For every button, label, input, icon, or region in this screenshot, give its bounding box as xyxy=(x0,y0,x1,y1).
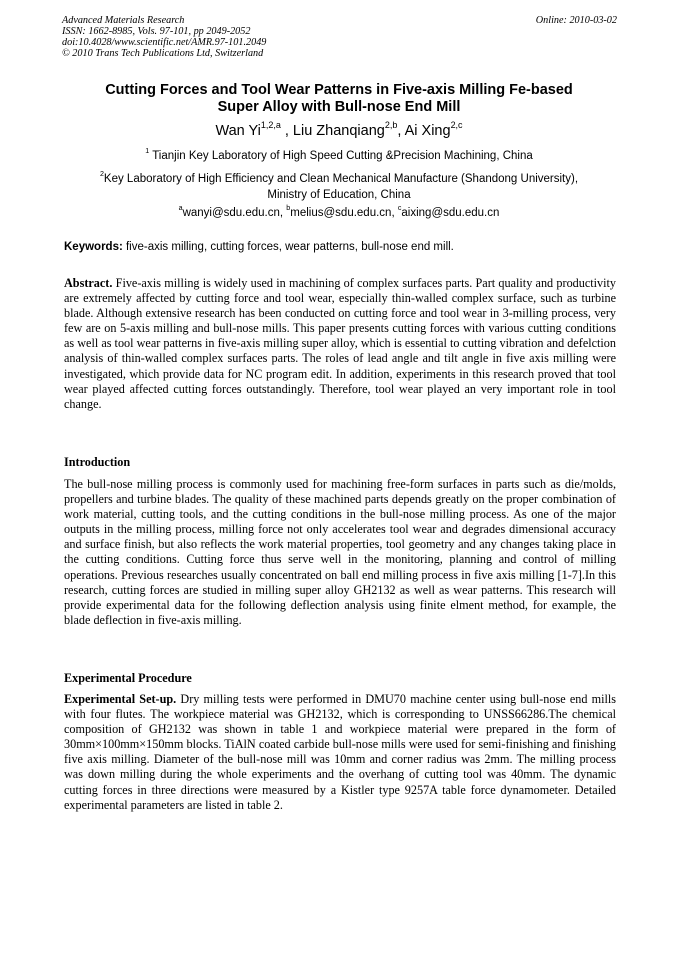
email-separator: , xyxy=(279,207,287,219)
online-date: Online: 2010-03-02 xyxy=(535,15,617,26)
abstract xyxy=(64,276,616,412)
email-address[interactable]: wanyi@sdu.edu.cn xyxy=(182,207,280,219)
copyright-line: © 2010 Trans Tech Publications Ltd, Switzerland xyxy=(62,48,264,59)
keywords-label: Keywords: xyxy=(64,241,123,253)
author-name: Ai Xing xyxy=(404,123,451,139)
paper-title xyxy=(64,82,614,116)
journal-name: Advanced Materials Research xyxy=(62,15,185,26)
subsection-label: Experimental Set-up. xyxy=(64,692,177,706)
author-name: Liu Zhanqiang xyxy=(292,123,385,139)
author-separator: , xyxy=(397,123,405,139)
email-sup: b xyxy=(286,204,291,213)
affiliation-text: Tianjin Key Laboratory of High Speed Cutting &Precision Machining, China xyxy=(149,150,533,162)
section-heading-introduction: Introduction xyxy=(64,455,131,469)
abstract-text: Five-axis milling is widely used in machining of complex surfaces parts. Part quality and productivity are extremely affected by cutting force and tool wear, especially thin-walled complex surface, such as turbine blade. Although extensive research has been conducted on cutting force and tool wear in 3-milling process, very few are on 5-axis milling and bull-nose mills. This paper presents cutting forces with various cutting conditions as well as tool wear patterns in five-axis milling super alloy, which is essential to cutting vibration and defelction analysis of thin-walled complex surfaces parts. The roles of lead angle and tilt angle in five axis milling were investigated, which provide data for NC program edit. In addition, experiments in this research proved that tool wear played affected cutting forces outstandingly. Therefore, tool wear played an very important role in tool change. xyxy=(64,276,616,411)
affiliation-text: Key Laboratory of High Efficiency and Clean Mechanical Manufacture (Shandong University), xyxy=(103,173,579,185)
email-sup: c xyxy=(397,204,402,213)
experimental-setup-text: Dry milling tests were performed in DMU70 machine center using bull-nose end mills with four flutes. The workpiece material was GH2132, which is corresponding to UNSS66286.The chemical composition of GH2132 was shown in table 1 and workpiece material were prepared in the form of 30mm×100mm×150mm blocks. TiAlN coated carbide bull-nose mills were used for semi-finishing and finishing five axis milling. Diameter of the bull-nose mill was 10mm and corner radius was 2mm. The milling process was down milling during the whole experiments and the overhang of cutting tool was 40mm. The dynamic cutting forces in three directions were measured by a Kistler type 9257A table force dynamometer. Detailed experimental parameters are listed in table 2. xyxy=(64,692,616,812)
author-name: Wan Yi xyxy=(215,123,261,139)
title-line-1: Cutting Forces and Tool Wear Patterns in Five-axis Milling Fe-based xyxy=(105,82,573,98)
author-affil-sup: 2,c xyxy=(450,120,463,131)
affiliation-1 xyxy=(64,148,614,164)
email-separator: , xyxy=(391,207,398,219)
section-heading-experimental: Experimental Procedure xyxy=(64,671,192,685)
email-address[interactable]: aixing@sdu.edu.cn xyxy=(401,207,500,219)
keywords xyxy=(64,240,616,255)
email-list xyxy=(64,205,614,221)
affiliation-sup: 2 xyxy=(99,170,104,179)
author-list xyxy=(64,122,614,140)
keywords-text: five-axis milling, cutting forces, wear patterns, bull-nose end mill. xyxy=(122,241,454,253)
issn-line: ISSN: 1662-8985, Vols. 97-101, pp 2049-2052 xyxy=(62,26,251,37)
author-affil-sup: 1,2,a xyxy=(260,120,281,131)
affiliation-sup: 1 xyxy=(145,147,150,156)
title-line-2: Super Alloy with Bull-nose End Mill xyxy=(217,99,461,115)
journal-header xyxy=(62,15,617,59)
affiliation-text-line-2: Ministry of Education, China xyxy=(267,189,411,201)
author-separator: , xyxy=(280,123,293,139)
author-affil-sup: 2,b xyxy=(384,120,398,131)
introduction-text: The bull-nose milling process is commonly used for machining free-form surfaces in parts such as die/molds, propellers and turbine blades. The quality of these machined parts depends greatly on the proper combination of work material, cutting tools, and the cutting conditions in the bull-nose milling process. As one of the major outputs in the milling process, milling force not only accelerates tool wear and degrades dimensional accuracy and surface finish, but also reflects the work material properties, tool geometry and any changes taking place in the cutting conditions. Cutting force thus serve well in the monitoring, planning and control of milling operations. Previous researches usually concentrated on ball end milling process in five axis milling [1-7].In this research, cutting forces are studied in milling super alloy GH2132 as well as wear patterns. This research will provide experimental data for the following deflection analysis using finite elment method, for example, the blade deflection in five-axis milling. xyxy=(64,477,616,627)
email-address[interactable]: melius@sdu.edu.cn xyxy=(290,207,392,219)
abstract-label: Abstract. xyxy=(64,276,113,290)
email-sup: a xyxy=(178,204,183,213)
doi-line: doi:10.4028/www.scientific.net/AMR.97-101.2049 xyxy=(62,37,267,48)
affiliation-2 xyxy=(64,171,614,203)
experimental-setup xyxy=(64,692,616,813)
